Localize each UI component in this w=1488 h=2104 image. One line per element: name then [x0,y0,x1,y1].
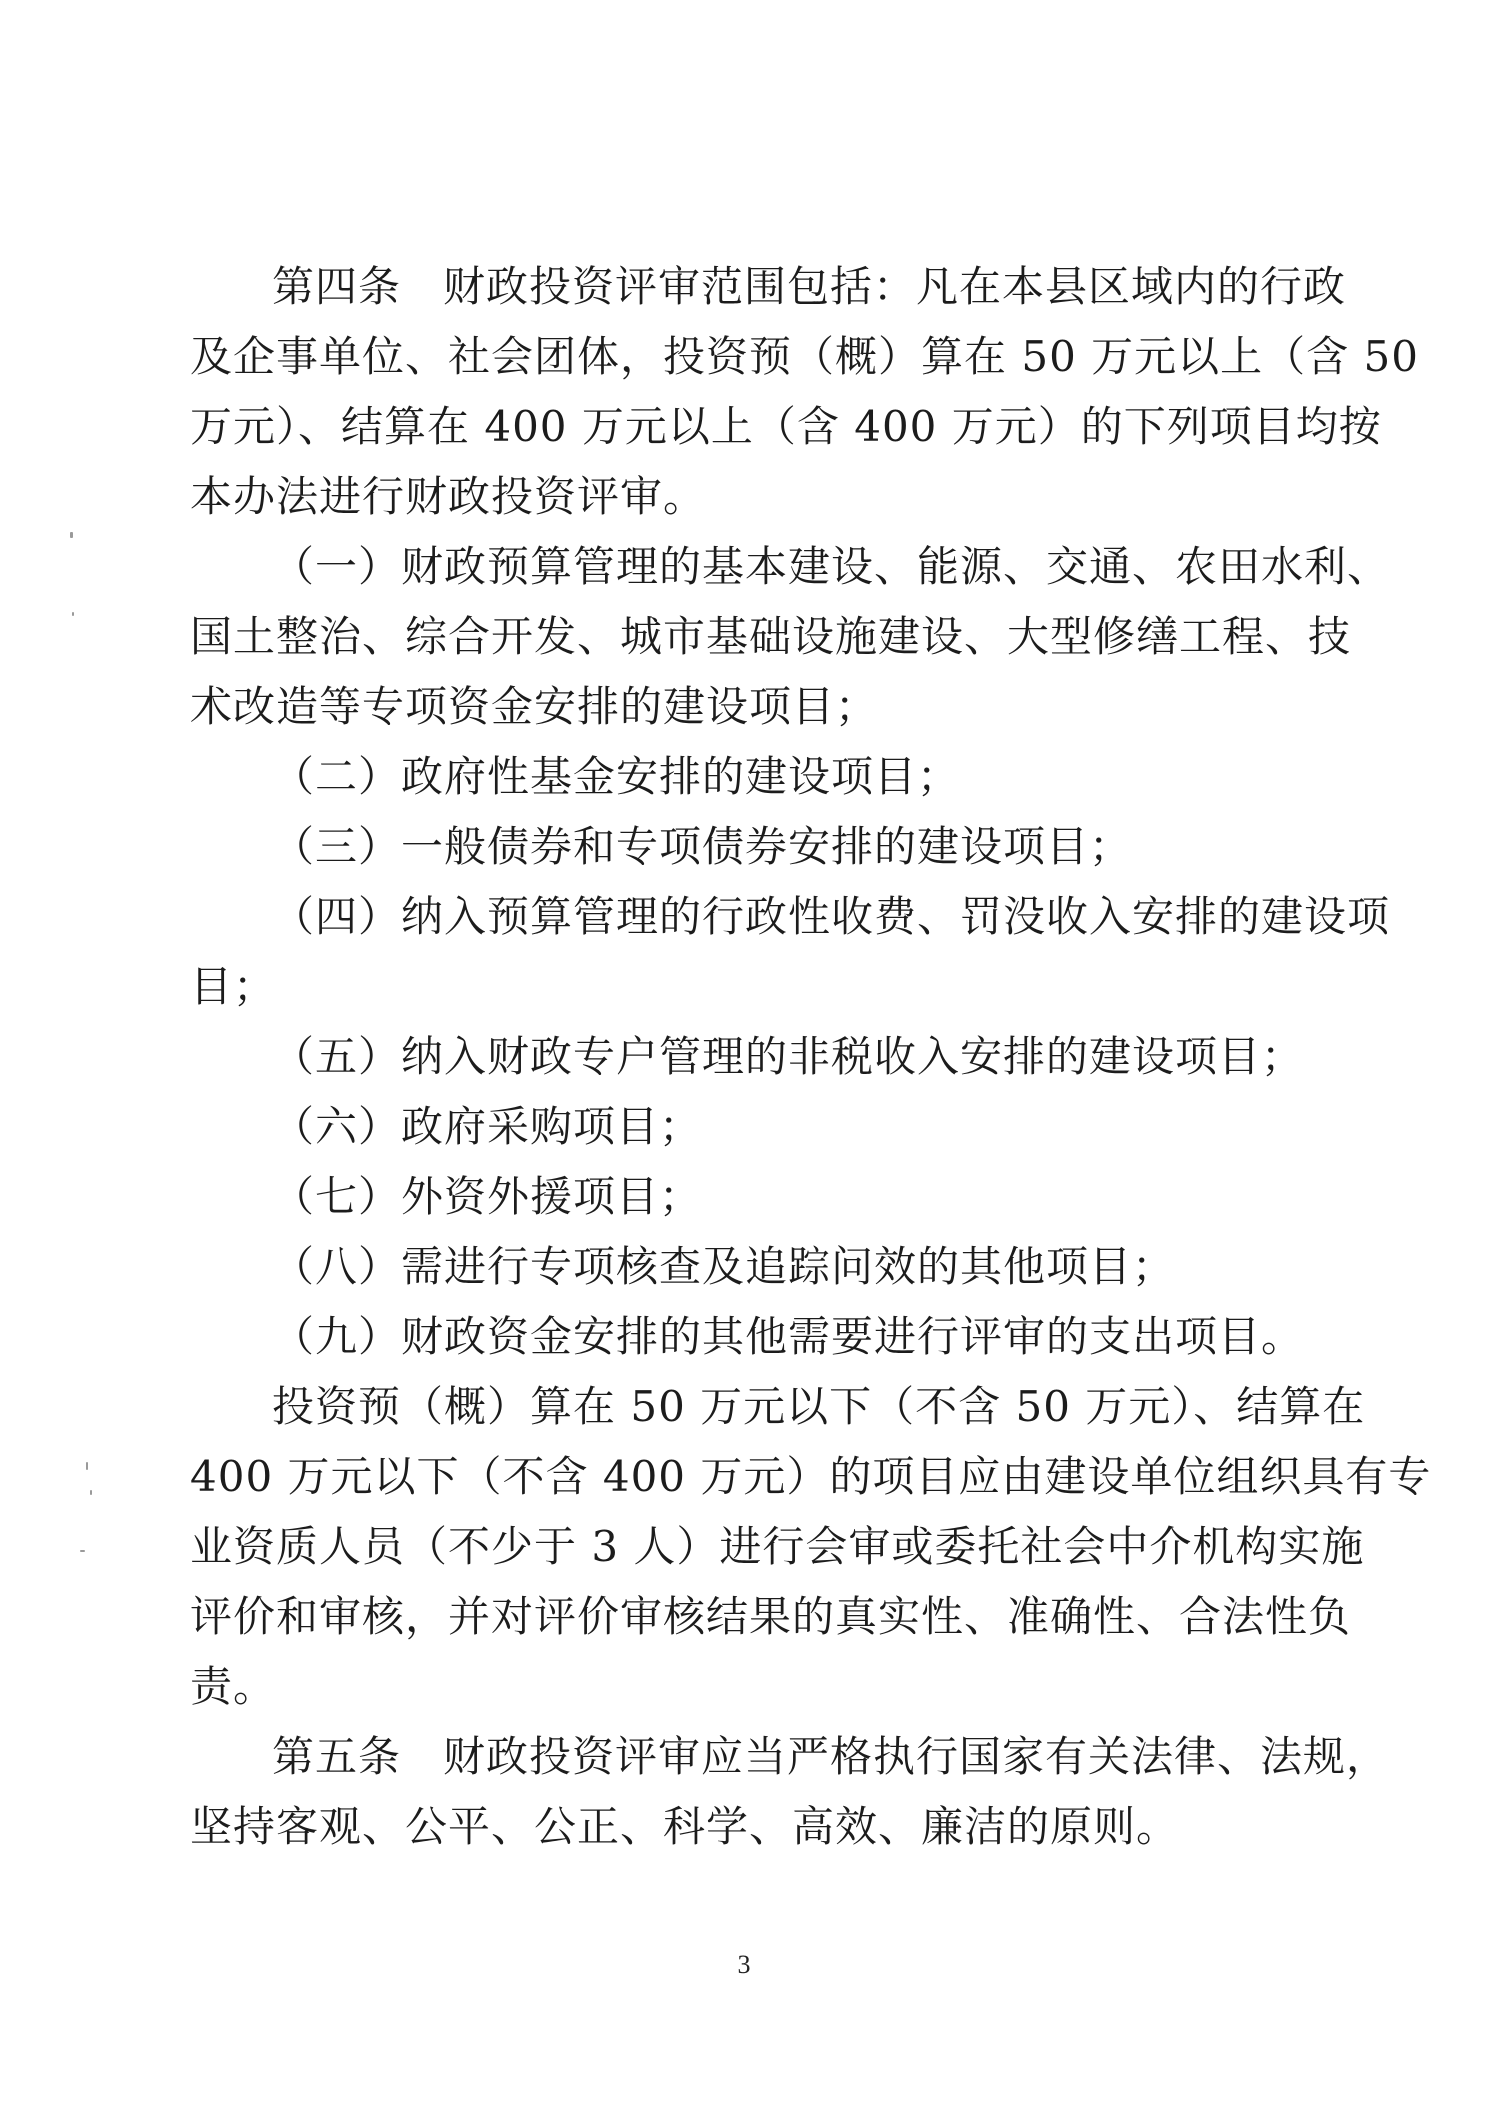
article-4-first-line [190,252,1347,322]
article-5-paragraph [190,1722,1390,1862]
paragraph-line: 400 万元以下（不含 400 万元）的项目应由建设单位组织具有专 [190,1452,1432,1501]
scan-speck [80,1550,85,1552]
document-body [190,252,1432,1862]
article-4-line: 及企事单位、社会团体，投资预（概）算在 50 万元以上（含 50 [190,332,1419,381]
article-4-line: 万元）、结算在 400 万元以上（含 400 万元）的下列项目均按 [190,402,1382,451]
scan-speck [86,1462,88,1470]
article-4-label: 第四条 [272,262,402,311]
list-item-2: （二）政府性基金安排的建设项目； [272,752,961,801]
page-number: 3 [737,1950,751,1979]
list-item-line: 目； [190,962,277,1011]
list-item-line: 国土整治、综合开发、城市基础设施建设、大型修缮工程、技 [190,612,1352,661]
paragraph-line: 评价和审核，并对评价审核结果的真实性、准确性、合法性负 [190,1592,1352,1641]
article-5-label: 第五条 [272,1732,402,1781]
paragraph-line: 责。 [190,1662,277,1711]
list-item-1 [190,532,1391,742]
article-4-paragraph [190,252,1419,532]
list-item-7: （七）外资外援项目； [272,1172,703,1221]
paragraph-line: 业资质人员（不少于 3 人）进行会审或委托社会中介机构实施 [190,1522,1365,1571]
scan-speck [72,612,74,616]
scan-speck [70,532,73,538]
list-item-line: （四）纳入预算管理的行政性收费、罚没收入安排的建设项 [272,892,1391,941]
list-item-3: （三）一般债券和专项债券安排的建设项目； [272,822,1133,871]
scan-speck [90,1490,92,1495]
article-4-line: 本办法进行财政投资评审。 [190,472,707,521]
list-item-4 [190,882,1391,1022]
list-item-6: （六）政府采购项目； [272,1102,703,1151]
article-5-line: 坚持客观、公平、公正、科学、高效、廉洁的原则。 [190,1802,1180,1851]
list-item-line: 术改造等专项资金安排的建设项目； [190,682,879,731]
list-item-9: （九）财政资金安排的其他需要进行评审的支出项目。 [272,1312,1305,1361]
list-item-8: （八）需进行专项核查及追踪问效的其他项目； [272,1242,1176,1291]
list-item-5: （五）纳入财政专户管理的非税收入安排的建设项目； [272,1032,1305,1081]
list-item-line: （一）财政预算管理的基本建设、能源、交通、农田水利、 [272,542,1391,591]
article-5-text: 财政投资评审应当严格执行国家有关法律、法规， [443,1732,1390,1781]
article-5-first-line [190,1722,1390,1792]
below-threshold-paragraph [190,1372,1432,1722]
paragraph-line: 投资预（概）算在 50 万元以下（不含 50 万元）、结算在 [272,1382,1366,1431]
article-4-text: 财政投资评审范围包括：凡在本县区域内的行政 [443,262,1347,311]
